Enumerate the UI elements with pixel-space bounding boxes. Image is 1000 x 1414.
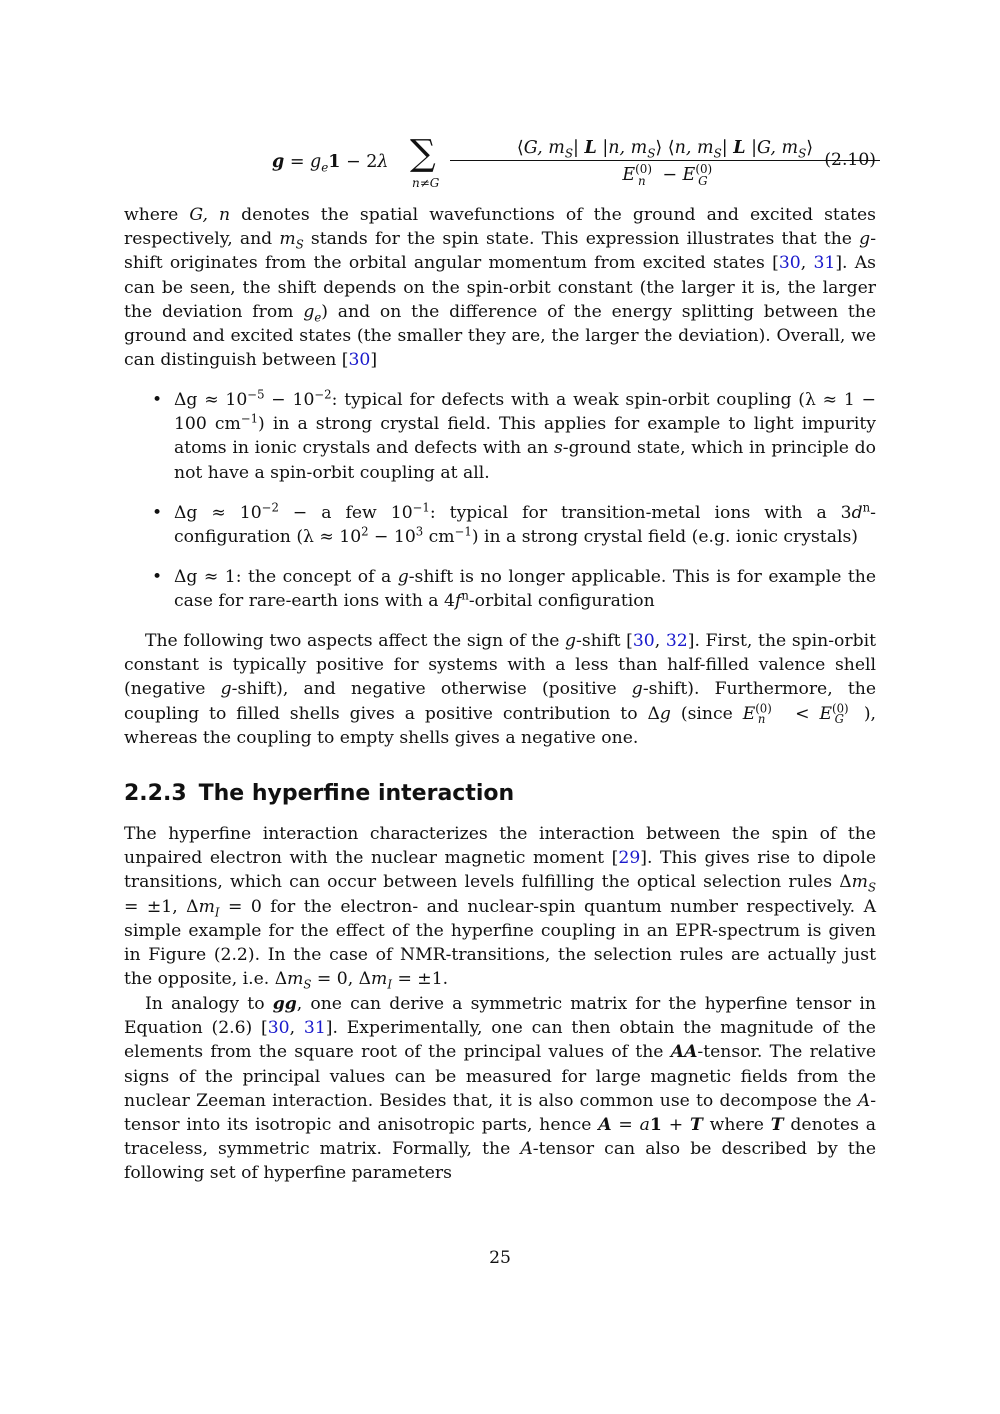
equation-numerator: ⟨G, $m_S|$ L |n, $m_S⟩$ ⟨n, $m_S|$ L |G, $m_S⟩$ [450, 138, 880, 161]
bullet-icon: • [152, 390, 163, 410]
citation-link[interactable]: 31 [303, 1018, 326, 1039]
equation-denominator: $E^{(0)}_n - E^{(0)}_G$ [622, 162, 713, 188]
list-item: • $\Delta g \approx 10^{-5} - 10^{-2}$: typical for defects with a weak spin-orbit coupling (λ ≈ 1 − 100 $cm^{-1}$) in a strong crystal field. This applies for example to light impurity atoms in ionic crystals and defects with an s-ground state, which in principle do not have a spin-orbit coupling at all. [152, 387, 877, 483]
citation-link[interactable]: 30 [348, 350, 371, 371]
summation-sign: ∑ [410, 133, 436, 174]
citation-link[interactable]: 29 [618, 848, 641, 869]
equation-fraction [450, 138, 880, 188]
g-shift-ranges-list [124, 388, 876, 614]
list-item: • Δg ≈ 1: the concept of a g-shift is no longer applicable. This is for example the case for rare-earth ions with a $4f^n$-orbital configuration [152, 567, 877, 612]
paragraph-g-shift-explanation: where G, n denotes the spatial wavefunctions of the ground and excited states respectively, and $m_S$ stands for the spin state. This expression illustrates that the g-shift originates from the orbital angular momentum from excited states [30, 31]. As can be seen, the shift depends on the spin-orbit constant (the larger it is, the larger the deviation from $g_e$) and on the difference of the energy splitting between the ground and excited states (the smaller they are, the larger the deviation). Overall, we can distinguish between [30] [124, 205, 876, 371]
paragraph-hyperfine-intro: The hyperfine interaction characterizes the interaction between the spin of the unpaired electron with the nuclear magnetic moment [29]. This gives rise to dipole transitions, which can occur between levels fulfilling the optical selection rules $\Delta m_S = \pm 1$, $\Delta m_I = 0$ for the electron- and nuclear-spin quantum number respectively. A simple example for the effect of the hyperfine coupling in an EPR-spectrum is given in Figure (2.2). In the case of NMR-transitions, the selection rules are actually just the opposite, i.e. $\Delta m_S = 0$, $\Delta m_I = \pm 1$. [124, 824, 877, 992]
page-number: 25 [489, 1248, 511, 1268]
equation-2-10 [124, 132, 876, 198]
section-heading [124, 781, 514, 806]
citation-link[interactable]: 30 [267, 1018, 290, 1039]
list-item: • $\Delta g \approx 10^{-2} - a$ few $10^{-1}$: typical for transition-metal ions with a $3d^n$-configuration ($\lambda \approx 10^2 - 10^3$ $cm^{-1}$) in a strong crystal field (e.g. ionic crystals) [152, 500, 876, 548]
citation-link[interactable]: 32 [665, 631, 688, 651]
summation-index: n≠G [412, 176, 440, 190]
citation-link[interactable]: 30 [778, 253, 801, 274]
paragraph-g-shift-sign: The following two aspects affect the sign of the g-shift [30, 32]. First, the spin-orbit constant is typically positive for systems with a less than half-filled valence shell (negative g-shift), and negative otherwise (positive g-shift). Furthermore, the coupling to filled shells gives a positive contribution to Δg (since $E^{(0)}_n < E^{(0)}_G$ ), whereas the coupling to empty shells gives a negative one. [124, 631, 876, 748]
equation-number: (2.10) [824, 150, 876, 170]
citation-link[interactable]: 30 [632, 631, 655, 651]
section-number: 2.2.3 [124, 781, 187, 806]
bullet-icon: • [152, 567, 163, 588]
bullet-icon: • [152, 502, 163, 523]
paragraph-hyperfine-tensor: In analogy to gg, one can derive a symmetric matrix for the hyperfine tensor in Equation (2.6) [30, 31]. Experimentally, one can then obtain the magnitude of the elements from the square root of the principal values of the AA-tensor. The relative signs of the principal values can be measured for large magnetic fields from the nuclear Zeeman interaction. Besides that, it is also common use to decompose the A-tensor into its isotropic and anisotropic parts, hence A = a1 + T where T denotes a traceless, symmetric matrix. Formally, the A-tensor can also be described by the following set of hyperfine parameters [124, 994, 877, 1184]
equation-lhs: $g = g_e1 - 2\lambda$ [272, 152, 389, 175]
citation-link[interactable]: 31 [813, 253, 836, 274]
section-title: The hyperfine interaction [198, 781, 515, 806]
